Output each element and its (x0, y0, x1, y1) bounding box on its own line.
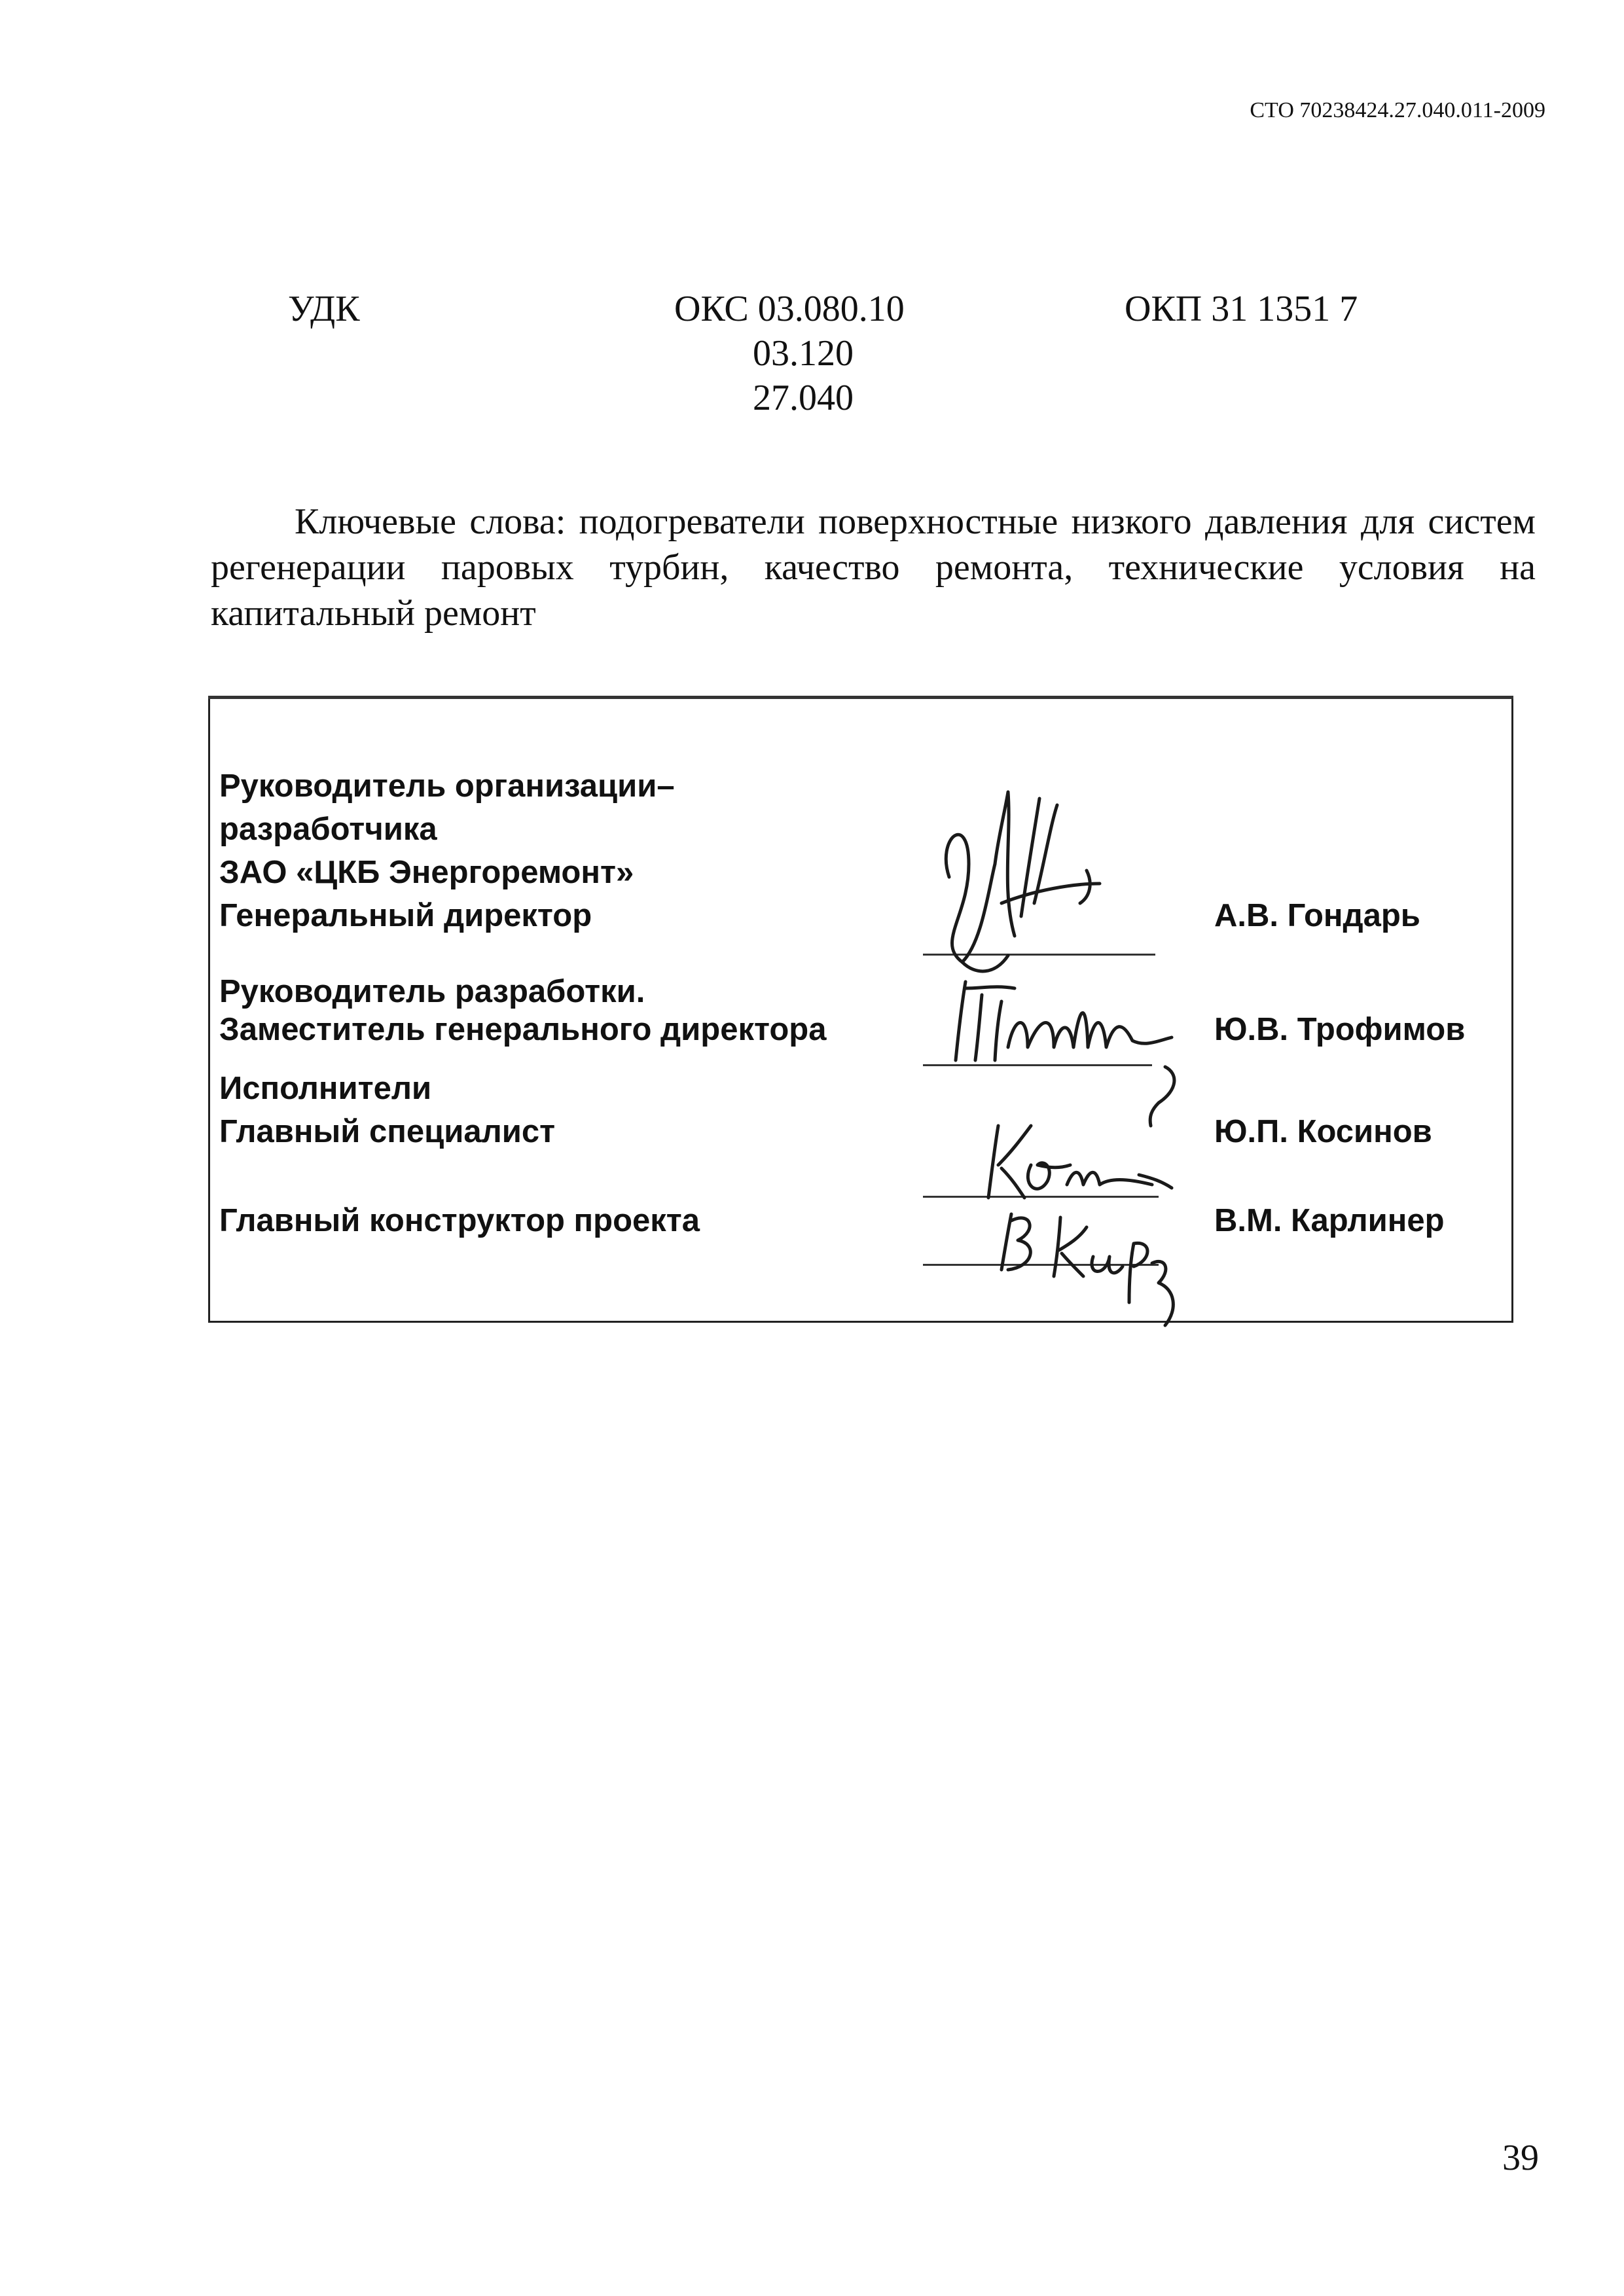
keywords-text: Ключевые слова: подогреватели поверхностные низкого давления для систем регенерации паровых турбин, качество ремонта, технические условия на капитальный ремонт (211, 501, 1536, 634)
oks-main-code: ОКС 03.080.10 (674, 289, 905, 329)
handwritten-signature (975, 1113, 1185, 1217)
handwritten-signature (943, 975, 1218, 1132)
keywords-paragraph (211, 499, 1536, 636)
handwritten-signature (923, 785, 1159, 982)
udk-label: УДК (288, 289, 360, 329)
role-line: ЗАО «ЦКБ Энергоремонт» (219, 855, 634, 890)
role-line: Генеральный директор (219, 898, 592, 933)
signatory-name: Ю.П. Косинов (1214, 1114, 1432, 1149)
okp-code: ОКП 31 1351 7 (1125, 289, 1358, 329)
page-number: 39 (1502, 2138, 1539, 2178)
oks-codes (674, 287, 936, 420)
role-line: разработчика (219, 812, 437, 847)
executors-heading: Исполнители (219, 1071, 432, 1106)
standard-code: СТО 70238424.27.040.011-2009 (1250, 98, 1545, 122)
handwritten-signature (982, 1204, 1198, 1335)
role-line: Заместитель генерального директора (219, 1012, 827, 1047)
role-line: Руководитель разработки. (219, 974, 645, 1009)
oks-code: 27.040 (753, 378, 854, 418)
signatory-name: Ю.В. Трофимов (1214, 1012, 1466, 1047)
role-line: Руководитель организации– (219, 768, 675, 804)
role-line: Главный конструктор проекта (219, 1203, 700, 1238)
signatory-name: В.М. Карлинер (1214, 1203, 1445, 1238)
signatory-name: А.В. Гондарь (1214, 898, 1420, 933)
oks-code: 03.120 (753, 333, 854, 374)
role-line: Главный специалист (219, 1114, 556, 1149)
